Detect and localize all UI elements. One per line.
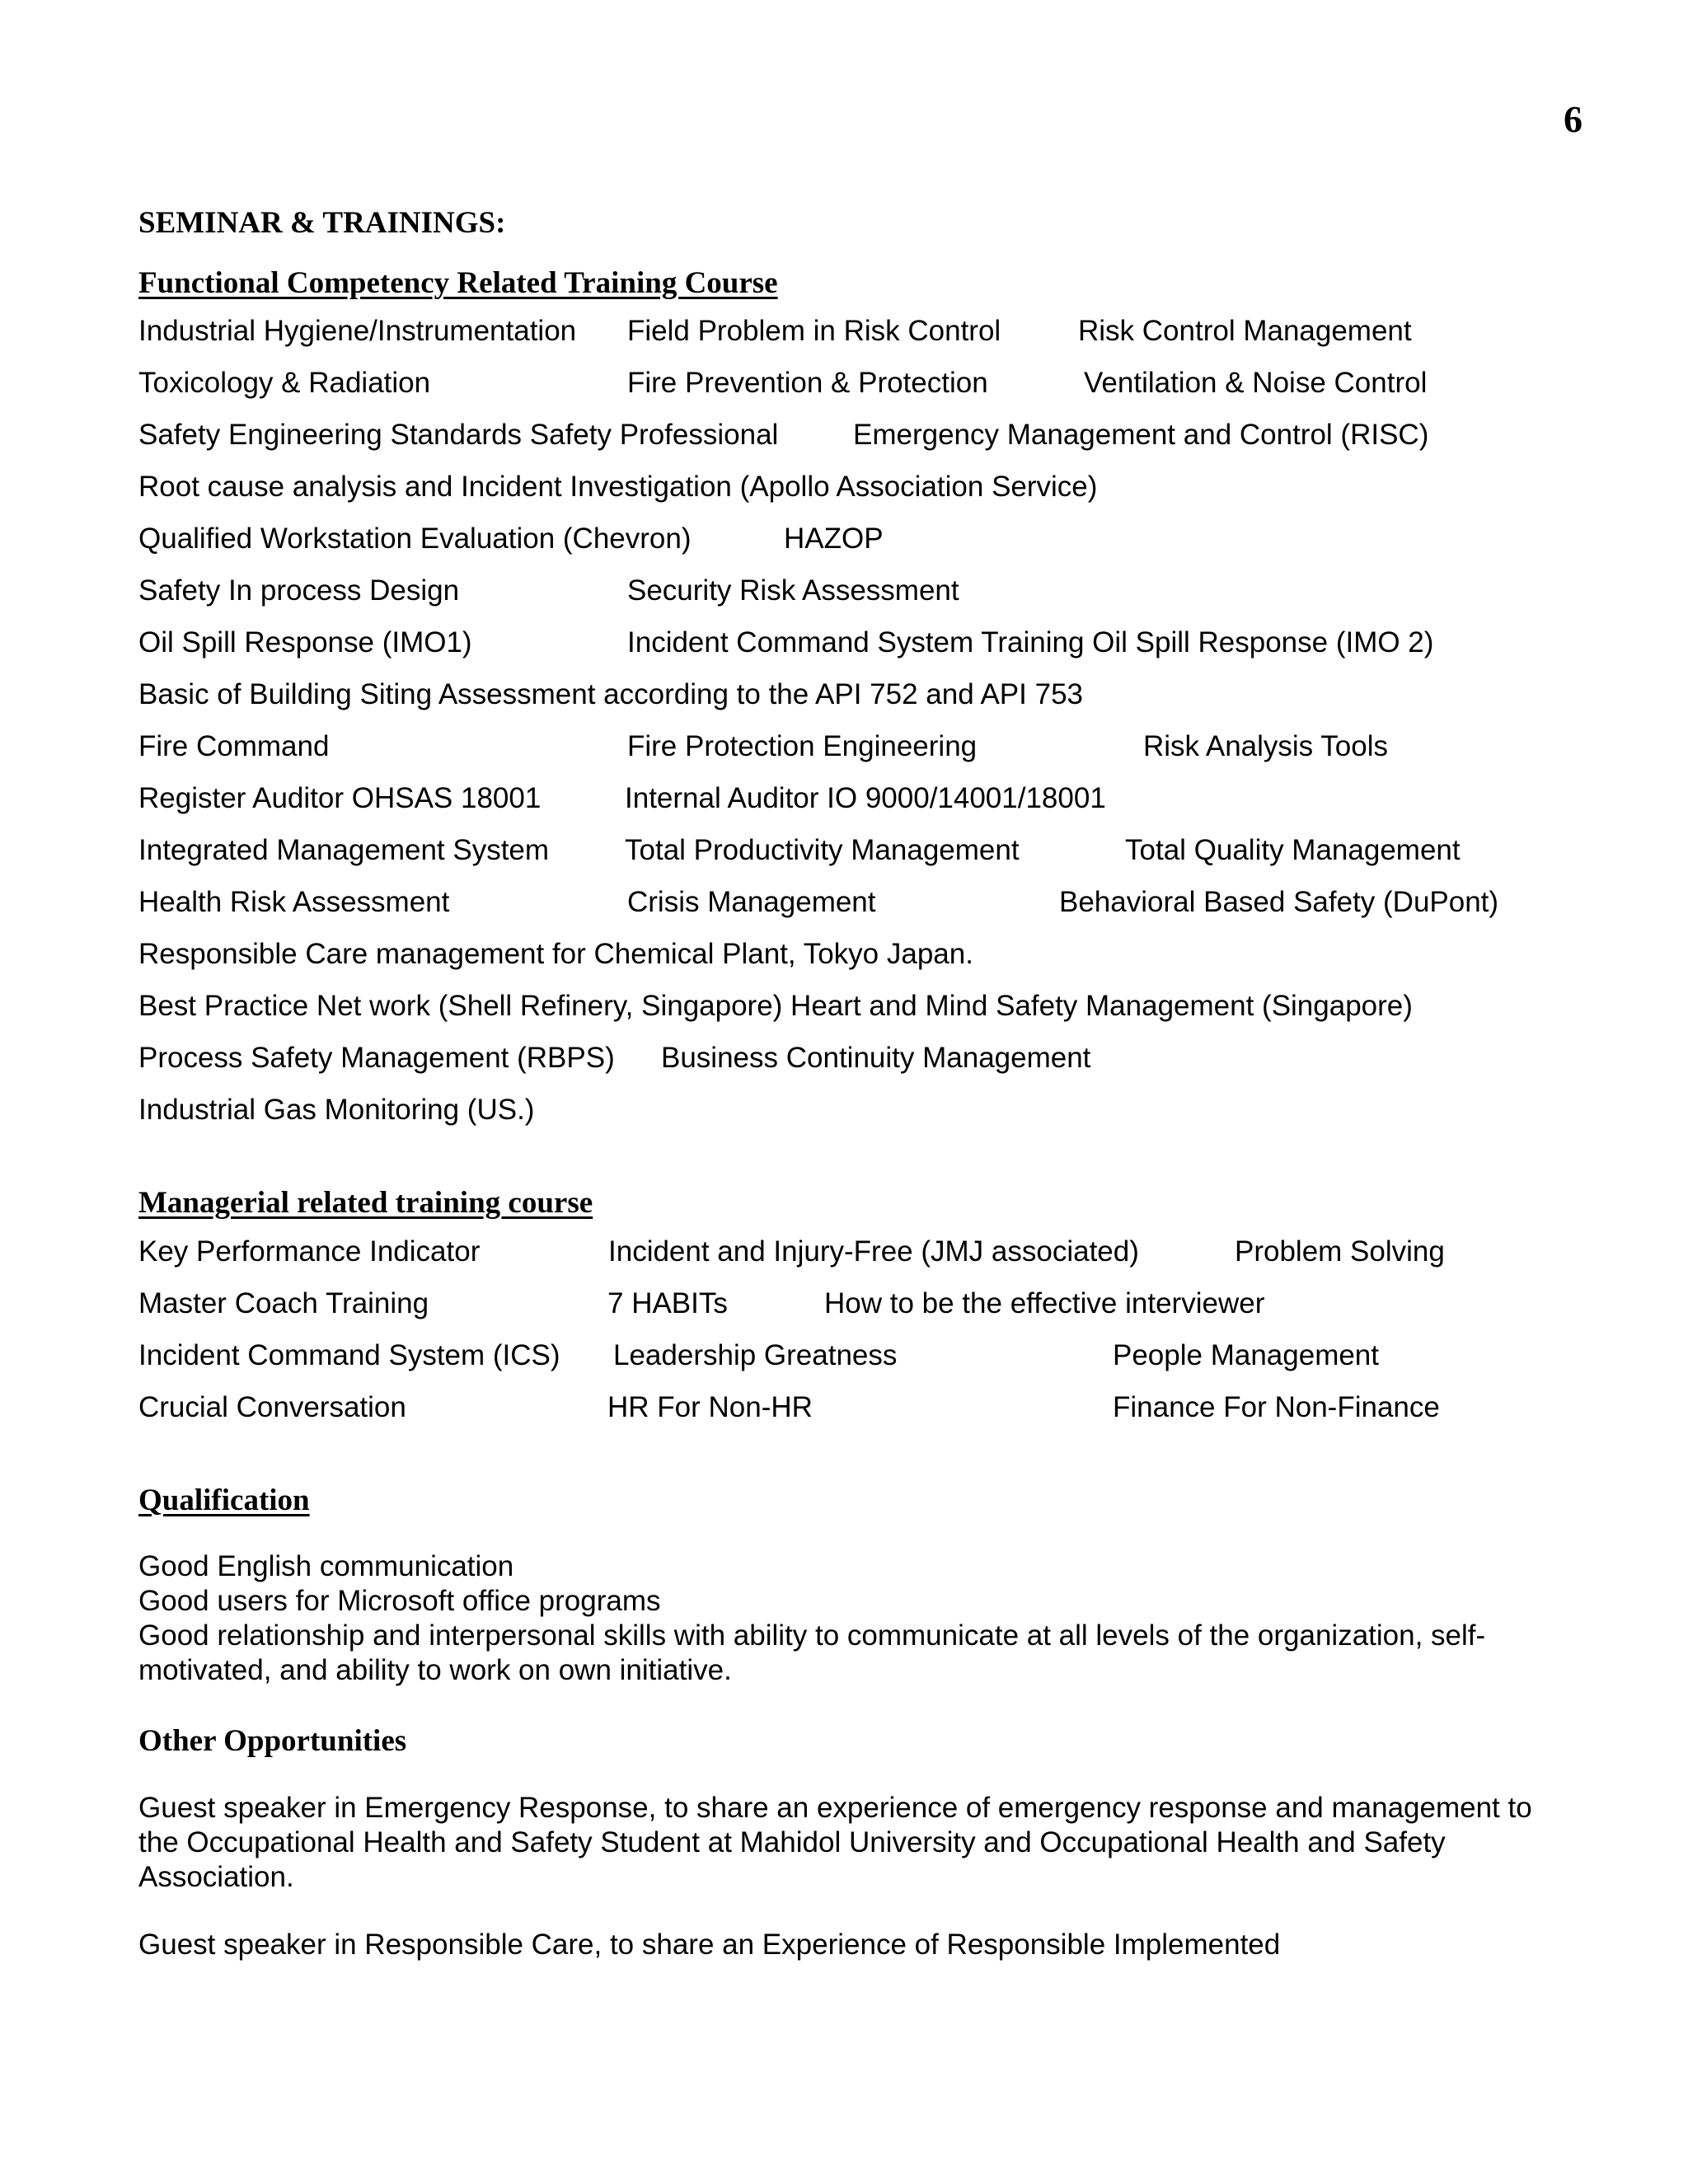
- functional-training-list: [138, 314, 1573, 1145]
- training-row: [138, 989, 1573, 1041]
- training-row: [138, 626, 1573, 677]
- page-number: 6: [1564, 98, 1582, 140]
- qualification-item: Good users for Microsoft office programs: [138, 1585, 661, 1618]
- training-row: [138, 418, 1573, 470]
- training-item: People Management: [1113, 1338, 1379, 1371]
- opportunity-paragraph: Guest speaker in Responsible Care, to share an Experience of Responsible Implemented: [138, 1928, 1281, 1961]
- training-item: Behavioral Based Safety (DuPont): [1059, 886, 1499, 919]
- training-item: Problem Solving: [1235, 1235, 1445, 1268]
- training-item: Incident Command System Training Oil Spill Response (IMO 2): [627, 626, 1434, 659]
- training-item: Ventilation & Noise Control: [1084, 367, 1428, 400]
- section-title: SEMINAR & TRAININGS:: [138, 206, 506, 240]
- opportunity-paragraph: Guest speaker in Emergency Response, to share an experience of emergency response and management to the Occupational Health and Safety Student at Mahidol University and Occupational Health and Safety Association.: [138, 1791, 1532, 1893]
- training-item: HAZOP: [784, 523, 884, 555]
- training-item: Industrial Hygiene/Instrumentation: [138, 315, 577, 348]
- training-item: Internal Auditor IO 9000/14001/18001: [625, 782, 1106, 815]
- training-item: Incident Command System (ICS): [138, 1338, 560, 1371]
- training-item: Business Continuity Management: [661, 1042, 1091, 1075]
- training-item: Risk Analysis Tools: [1143, 730, 1388, 763]
- qualification-heading: Qualification: [138, 1483, 310, 1517]
- training-row: [138, 574, 1573, 626]
- training-item: Integrated Management System: [138, 834, 550, 867]
- training-item: Best Practice Net work (Shell Refinery, Singapore) Heart and Mind Safety Management (Singapore): [138, 990, 1413, 1023]
- training-row: [138, 314, 1573, 366]
- training-item: Safety Engineering Standards Safety Professional: [138, 419, 779, 452]
- training-row: [138, 833, 1573, 885]
- training-row: [138, 522, 1573, 574]
- training-item: Finance For Non-Finance: [1113, 1390, 1440, 1423]
- training-item: Industrial Gas Monitoring (US.): [138, 1094, 535, 1127]
- training-row: [138, 729, 1573, 781]
- other-opportunities-list: [138, 1791, 1573, 1962]
- training-item: 7 HABITs: [607, 1286, 728, 1319]
- training-row: [138, 1041, 1573, 1093]
- training-item: Crucial Conversation: [138, 1390, 406, 1423]
- training-item: Fire Prevention & Protection: [627, 367, 988, 400]
- training-item: Fire Command: [138, 730, 330, 763]
- training-item: How to be the effective interviewer: [824, 1286, 1265, 1319]
- training-item: Risk Control Management: [1078, 315, 1412, 348]
- document-content: [138, 206, 1573, 1962]
- functional-heading: Functional Competency Related Training Course: [138, 265, 778, 300]
- training-row: [138, 1286, 1573, 1338]
- managerial-heading: Managerial related training course: [138, 1186, 593, 1221]
- training-item: Emergency Management and Control (RISC): [853, 419, 1429, 452]
- training-item: Register Auditor OHSAS 18001: [138, 782, 542, 815]
- training-item: Total Productivity Management: [625, 834, 1020, 867]
- training-row: [138, 677, 1573, 729]
- other-opportunities-heading: Other Opportunities: [138, 1724, 407, 1759]
- training-item: Health Risk Assessment: [138, 886, 450, 919]
- training-item: Toxicology & Radiation: [138, 367, 431, 400]
- training-item: Security Risk Assessment: [627, 574, 959, 607]
- training-item: Basic of Building Siting Assessment according to the API 752 and API 753: [138, 678, 1083, 711]
- training-item: Fire Protection Engineering: [627, 730, 978, 763]
- training-item: Responsible Care management for Chemical Plant, Tokyo Japan.: [138, 938, 973, 971]
- training-item: Qualified Workstation Evaluation (Chevron): [138, 523, 692, 555]
- training-item: Master Coach Training: [138, 1286, 429, 1319]
- managerial-training-list: [138, 1235, 1573, 1442]
- training-item: Key Performance Indicator: [138, 1235, 481, 1268]
- training-item: Root cause analysis and Incident Investigation (Apollo Association Service): [138, 471, 1098, 504]
- qualification-item: Good relationship and interpersonal skills with ability to communicate at all levels of the organization, self-motivated, and ability to work on own initiative.: [138, 1619, 1486, 1687]
- training-item: Leadership Greatness: [613, 1338, 898, 1371]
- training-row: [138, 1093, 1573, 1145]
- training-row: [138, 470, 1573, 522]
- training-row: [138, 1338, 1573, 1390]
- training-row: [138, 1235, 1573, 1286]
- qualification-list: [138, 1549, 1573, 1688]
- training-item: HR For Non-HR: [607, 1390, 813, 1423]
- training-row: [138, 1390, 1573, 1442]
- training-item: Incident and Injury-Free (JMJ associated): [608, 1235, 1139, 1268]
- training-item: Safety In process Design: [138, 574, 460, 607]
- training-item: Field Problem in Risk Control: [627, 315, 1001, 348]
- training-row: [138, 885, 1573, 937]
- training-item: Oil Spill Response (IMO1): [138, 626, 472, 659]
- training-row: [138, 937, 1573, 989]
- training-item: Crisis Management: [627, 886, 876, 919]
- qualification-item: Good English communication: [138, 1550, 514, 1583]
- training-row: [138, 366, 1573, 418]
- training-item: Total Quality Management: [1125, 834, 1461, 867]
- training-row: [138, 781, 1573, 833]
- training-item: Process Safety Management (RBPS): [138, 1042, 615, 1075]
